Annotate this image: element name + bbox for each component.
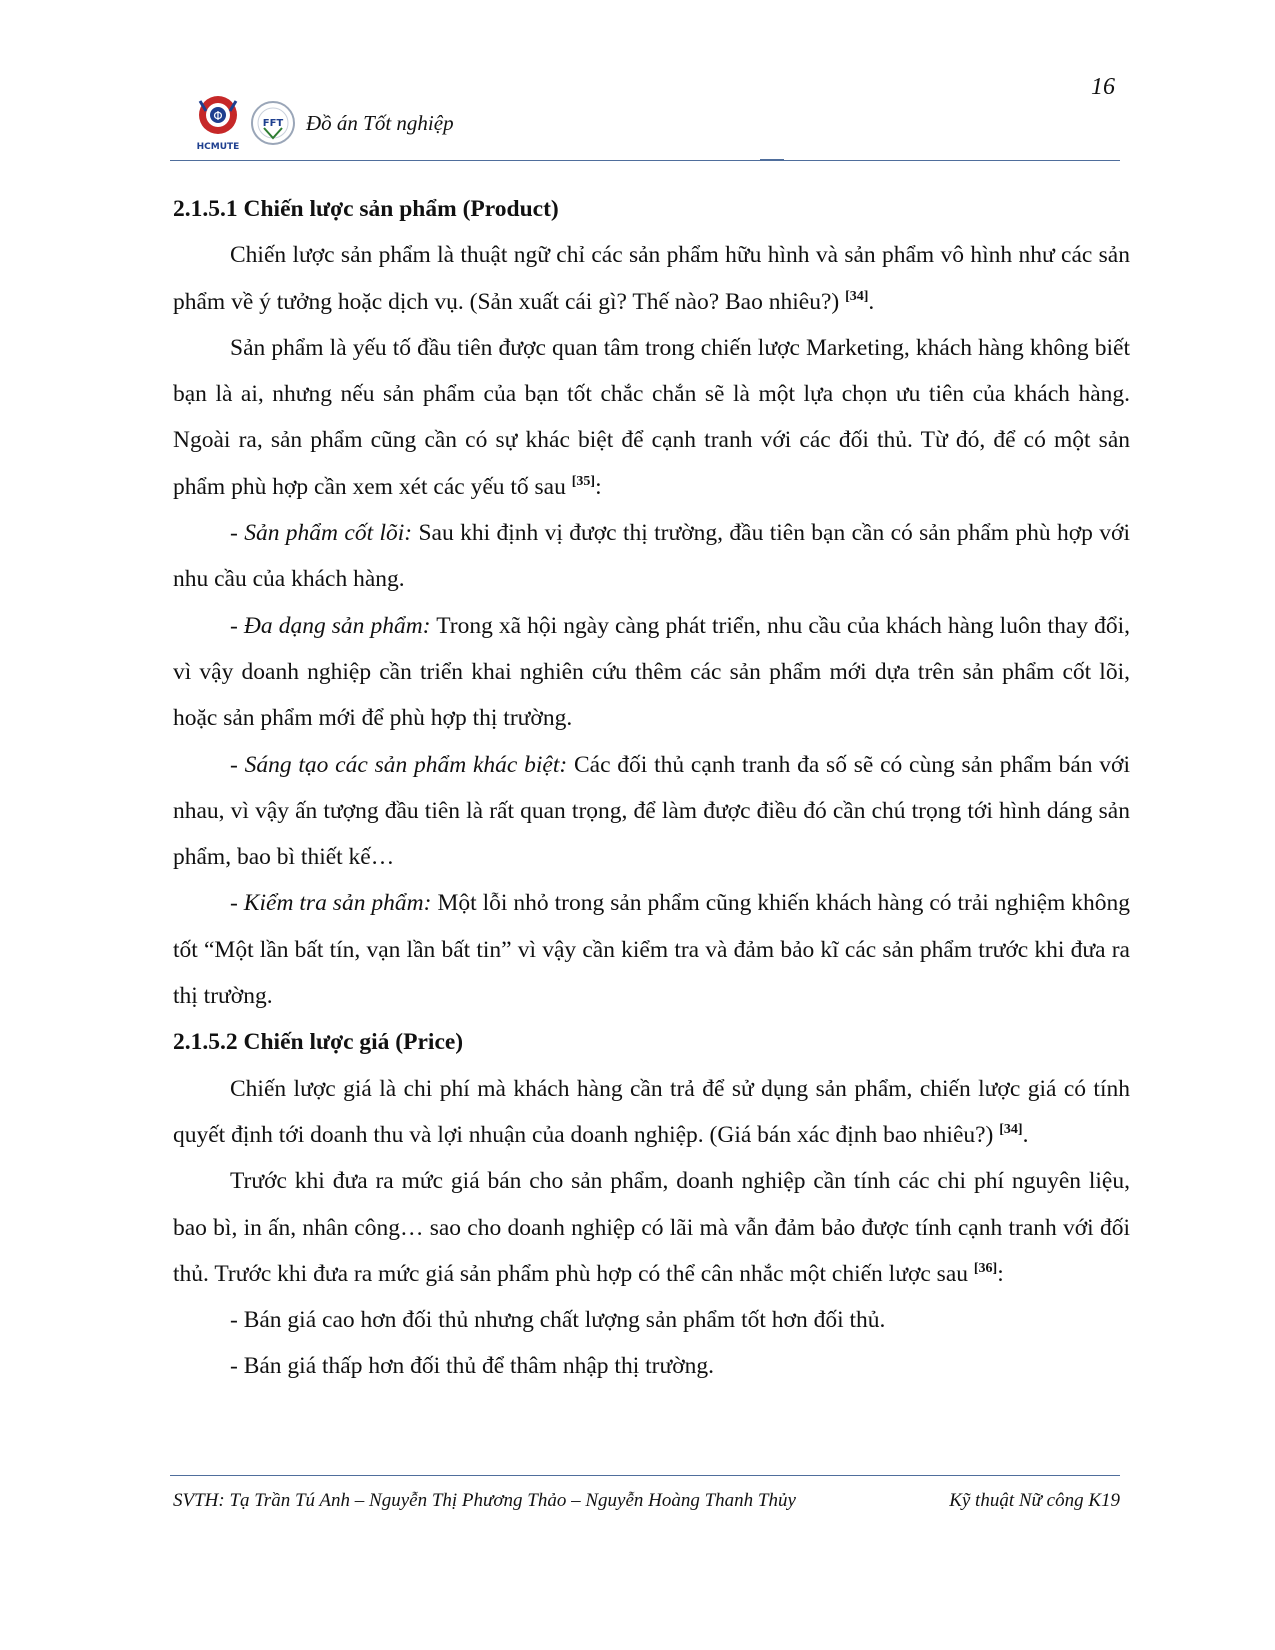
page-body	[173, 186, 1130, 1390]
fft-logo	[250, 100, 296, 146]
bullet-paragraph: - Sáng tạo các sản phẩm khác biệt: Các đối thủ cạnh tranh đa số sẽ có cùng sản phẩm bán với nhau, vì vậy ấn tượng đầu tiên là rất quan trọng, để làm được điều đó cần chú trọng tới hình dáng sản phẩm, bao bì thiết kế…	[173, 751, 1130, 871]
bullet-label: - Sáng tạo các sản phẩm khác biệt:	[230, 751, 568, 778]
citation: [36]	[973, 1260, 998, 1276]
page-header	[192, 92, 454, 154]
hcmute-logo	[192, 93, 244, 153]
paragraph: Trước khi đưa ra mức giá bán cho sản phẩm, doanh nghiệp cần tính các chi phí nguyên liệu, bao bì, in ấn, nhân công… sao cho doanh nghiệp có lãi mà vẫn đảm bảo được tính cạnh tranh với đối thủ. Trước khi đưa ra mức giá sản phẩm phù hợp có thể cân nhắc một chiến lược sau [36]:	[173, 1168, 1130, 1287]
paragraph: Chiến lược giá là chi phí mà khách hàng cần trả để sử dụng sản phẩm, chiến lược giá có tính quyết định tới doanh thu và lợi nhuận của doanh nghiệp. (Giá bán xác định bao nhiêu?) [34].	[173, 1075, 1130, 1148]
bullet-paragraph: - Kiểm tra sản phẩm: Một lỗi nhỏ trong sản phẩm cũng khiến khách hàng có trải nghiệm không tốt “Một lần bất tín, vạn lần bất tin” vì vậy cần kiểm tra và đảm bảo kĩ các sản phẩm trước khi đưa ra thị trường.	[173, 890, 1131, 1010]
paragraph: Sản phẩm là yếu tố đầu tiên được quan tâm trong chiến lược Marketing, khách hàng không biết bạn là ai, nhưng nếu sản phẩm của bạn tốt chắc chắn sẽ là một lựa chọn ưu tiên của khách hàng. Ngoài ra, sản phẩm cũng cần có sự khác biệt để cạnh tranh với các đối thủ. Từ đó, để có một sản phẩm phù hợp cần xem xét các yếu tố sau [35]:	[173, 334, 1130, 500]
page-number: 16	[1091, 74, 1115, 100]
footer-authors: SVTH: Tạ Trần Tú Anh – Nguyễn Thị Phương Thảo – Nguyễn Hoàng Thanh Thủy	[173, 1490, 796, 1511]
section-heading-price: 2.1.5.2 Chiến lược giá (Price)	[173, 1029, 464, 1056]
citation: [34]	[999, 1121, 1023, 1137]
paragraph: Chiến lược sản phẩm là thuật ngữ chỉ các sản phẩm hữu hình và sản phẩm vô hình như các sản phẩm về ý tưởng hoặc dịch vụ. (Sản xuất cái gì? Thế nào? Bao nhiêu?) [34].	[173, 242, 1130, 315]
bullet-label: - Kiểm tra sản phẩm:	[230, 890, 432, 917]
logo2-text: FFT	[262, 118, 284, 129]
footer-divider	[170, 1475, 1120, 1476]
logo-text: HCMUTE	[196, 142, 240, 152]
bullet-label: - Sản phẩm cốt lõi:	[230, 520, 413, 547]
header-divider	[170, 160, 1120, 161]
footer-program: Kỹ thuật Nữ công K19	[949, 1490, 1120, 1511]
bullet-paragraph: - Sản phẩm cốt lõi: Sau khi định vị được thị trường, đầu tiên bạn cần có sản phẩm phù hợp với nhu cầu của khách hàng.	[173, 520, 1130, 593]
svg-text:Φ: Φ	[213, 109, 223, 123]
bullet-paragraph: - Bán giá cao hơn đối thủ nhưng chất lượng sản phẩm tốt hơn đối thủ.	[230, 1307, 886, 1334]
header-divider-accent	[760, 159, 784, 161]
bullet-paragraph: - Đa dạng sản phẩm: Trong xã hội ngày càng phát triển, nhu cầu của khách hàng luôn thay đổi, vì vậy doanh nghiệp cần triển khai nghiên cứu thêm các sản phẩm mới dựa trên sản phẩm cốt lõi, hoặc sản phẩm mới để phù hợp thị trường.	[173, 612, 1130, 732]
citation: [34]	[845, 288, 869, 304]
header-title: Đồ án Tốt nghiệp	[306, 110, 454, 135]
bullet-paragraph: - Bán giá thấp hơn đối thủ để thâm nhập thị trường.	[230, 1353, 715, 1380]
citation: [35]	[571, 473, 596, 489]
section-heading-product: 2.1.5.1 Chiến lược sản phẩm (Product)	[173, 196, 559, 222]
bullet-label: - Đa dạng sản phẩm:	[230, 612, 431, 639]
